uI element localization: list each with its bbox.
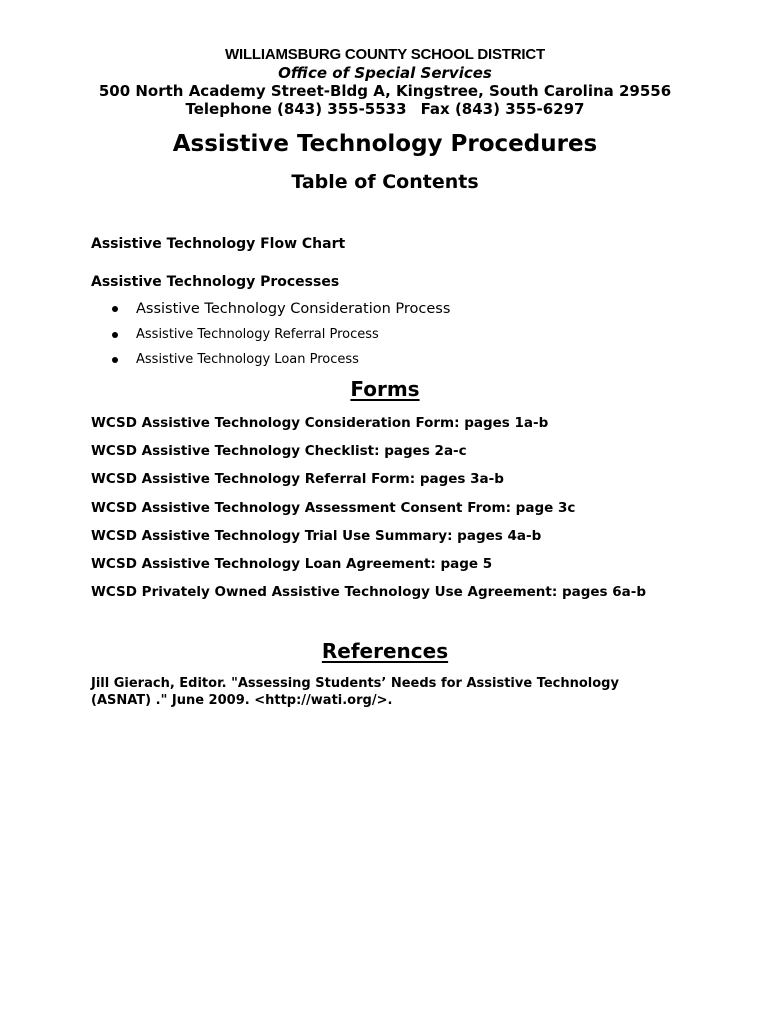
form-entry: WCSD Privately Owned Assistive Technology Use Agreement: pages 6a-b: [91, 584, 647, 601]
form-entry: WCSD Assistive Technology Loan Agreement: page 5: [91, 555, 493, 572]
form-entry: WCSD Assistive Technology Assessment Consent From: page 3c: [91, 499, 576, 516]
references-heading: References: [321, 639, 449, 663]
form-entry: WCSD Assistive Technology Referral Form: pages 3a-b: [91, 471, 504, 488]
process-item-label: Assistive Technology Referral Process: [136, 327, 379, 342]
list-item: [109, 351, 450, 373]
list-item: [109, 326, 450, 351]
form-entry: WCSD Assistive Technology Consideration Form: pages 1a-b: [91, 415, 549, 431]
form-entry: WCSD Assistive Technology Checklist: pages 2a-c: [91, 443, 467, 460]
forms-list: [91, 414, 646, 611]
letterhead: [0, 45, 770, 118]
citation-line: Jill Gierach, Editor. "Assessing Students’ Needs for Assistive Technology: [91, 676, 619, 691]
district-address: 500 North Academy Street-Bldg A, Kingstree, South Carolina 29556: [98, 82, 672, 100]
bullet-icon: [112, 306, 118, 312]
section-processes: Assistive Technology Processes: [91, 274, 340, 290]
process-list: [109, 300, 450, 373]
contact-line: [0, 100, 770, 118]
bullet-icon: [112, 332, 118, 338]
process-item-label: Assistive Technology Consideration Process: [136, 301, 451, 317]
reference-citation: [91, 675, 651, 709]
table-of-contents-title: Table of Contents: [291, 171, 479, 193]
list-item: [109, 300, 450, 326]
district-name: WILLIAMSBURG COUNTY SCHOOL DISTRICT: [225, 46, 545, 63]
form-entry: WCSD Assistive Technology Trial Use Summary: pages 4a-b: [91, 527, 542, 544]
bullet-icon: [112, 357, 118, 363]
section-flow-chart: Assistive Technology Flow Chart: [91, 236, 346, 252]
process-item-label: Assistive Technology Loan Process: [136, 352, 359, 367]
fax-number: Fax (843) 355-6297: [420, 100, 585, 118]
forms-heading: Forms: [350, 377, 420, 401]
citation-line: (ASNAT) ." June 2009. <http://wati.org/>.: [91, 693, 393, 708]
telephone-number: Telephone (843) 355-5533: [185, 100, 407, 118]
office-name: Office of Special Services: [278, 64, 492, 82]
document-title: Assistive Technology Procedures: [172, 131, 598, 157]
